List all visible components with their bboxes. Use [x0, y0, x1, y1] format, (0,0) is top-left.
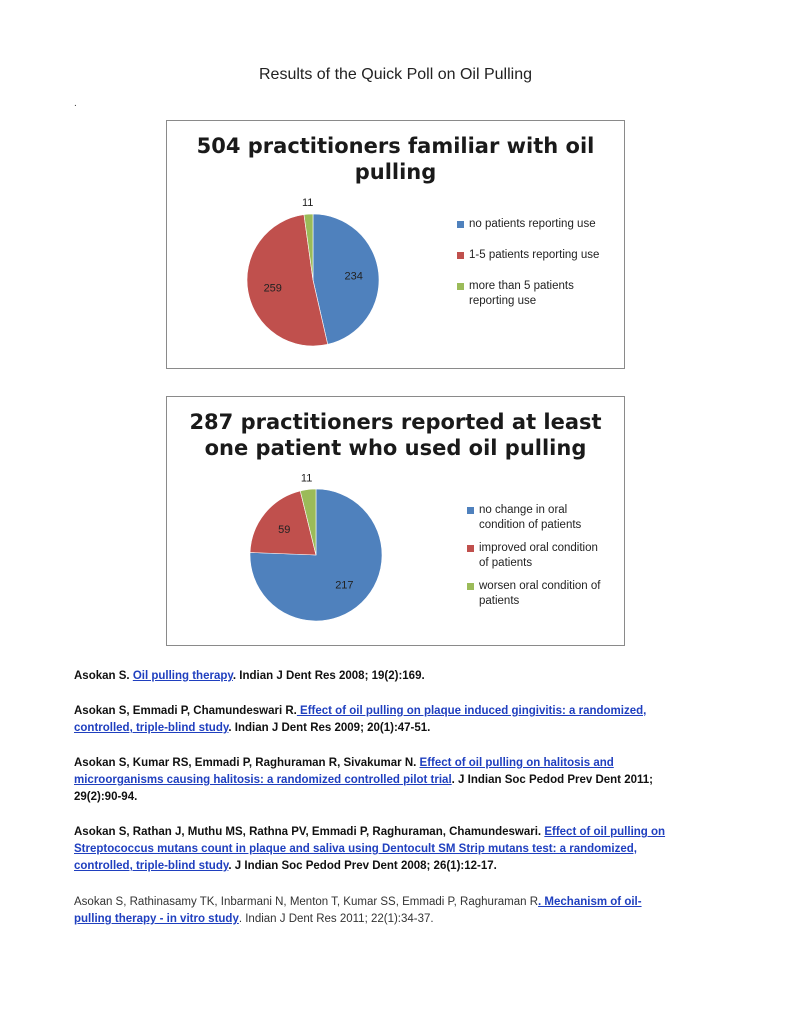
reference-authors: Asokan S, Rathan J, Muthu MS, Rathna PV, Emmadi P, Raghuraman, Chamundeswari.: [74, 826, 545, 838]
legend-label: 1-5 patients reporting use: [469, 249, 600, 261]
legend-item: [457, 279, 599, 309]
reference-link[interactable]: controlled, triple-blind study: [74, 860, 229, 872]
legend-item: [467, 579, 600, 609]
reference-source: 29(2):90-94.: [74, 791, 138, 803]
reference-line: [74, 755, 714, 772]
pie-data-label: 11: [300, 472, 313, 485]
reference-line: [74, 824, 714, 841]
stray-dot: .: [74, 98, 77, 109]
reference-link[interactable]: Effect of oil pulling on plaque induced gingivitis: a randomized,: [296, 705, 647, 717]
reference-4: [74, 824, 714, 875]
legend-swatch-green: [457, 283, 464, 290]
reference-authors: Asokan S, Rathinasamy TK, Inbarmani N, Menton T, Kumar SS, Emmadi P, Raghuraman R: [74, 896, 539, 908]
reference-line: [74, 841, 714, 858]
legend-label: reporting use: [469, 295, 537, 307]
reference-link[interactable]: microorganisms causing halitosis: a randomized controlled pilot trial: [74, 774, 452, 786]
legend-label: more than 5 patients: [469, 280, 574, 292]
reference-5: [74, 894, 714, 928]
reference-link[interactable]: Oil pulling therapy: [132, 670, 233, 682]
reference-link[interactable]: pulling therapy - in vitro study: [74, 913, 239, 925]
reference-link[interactable]: Streptococcus mutans count in plaque and saliva using Dentocult SM Strip mutans test: a randomized,: [74, 843, 637, 855]
legend-label: no patients reporting use: [469, 218, 596, 230]
reference-line: [74, 703, 714, 720]
pie-data-label: 217: [335, 579, 354, 592]
chart-title-line: 504 practitioners familiar with oil: [196, 134, 595, 158]
legend-label: of patients: [479, 557, 533, 569]
legend-swatch-blue: [467, 507, 474, 514]
reference-source: . Indian J Dent Res 2008; 19(2):169.: [232, 670, 425, 682]
chart-legend: [457, 217, 599, 309]
reference-authors: Asokan S, Emmadi P, Chamundeswari R.: [74, 705, 297, 717]
legend-swatch-green: [467, 583, 474, 590]
reference-source: . Indian J Dent Res 2011; 22(1):34-37.: [238, 913, 434, 925]
legend-item: [467, 541, 600, 571]
pie-data-label: 59: [278, 524, 291, 537]
legend-swatch-red: [467, 545, 474, 552]
pie-data-label: 259: [263, 282, 282, 295]
legend-swatch-red: [457, 252, 464, 259]
reference-link[interactable]: . Mechanism of oil-: [538, 896, 642, 908]
reference-line: [74, 858, 714, 875]
reference-line: [74, 911, 714, 928]
reference-link[interactable]: Effect of oil pulling on halitosis and: [419, 757, 614, 769]
reference-line: [74, 720, 714, 737]
reference-link[interactable]: Effect of oil pulling on: [544, 826, 666, 838]
reference-source: . Indian J Dent Res 2009; 20(1):47-51.: [228, 722, 431, 734]
reference-source: . J Indian Soc Pedod Prev Dent 2008; 26(1):12-17.: [228, 860, 497, 872]
reference-line: [74, 789, 714, 806]
reference-link[interactable]: controlled, triple-blind study: [74, 722, 229, 734]
chart-legend: [467, 503, 600, 609]
chart-title-line: pulling: [354, 160, 437, 184]
pie-chart-familiar: [166, 120, 625, 369]
reference-authors: Asokan S, Kumar RS, Emmadi P, Raghuraman R, Sivakumar N.: [74, 757, 420, 769]
reference-1: [74, 668, 714, 685]
legend-label: condition of patients: [479, 519, 582, 531]
legend-item: [457, 248, 599, 263]
pie-data-label: 11: [301, 197, 314, 210]
legend-label: patients: [479, 595, 520, 607]
legend-label: improved oral condition: [479, 542, 598, 554]
legend-label: no change in oral: [479, 504, 568, 516]
pie-chart-outcomes: [166, 396, 625, 646]
legend-label: worsen oral condition of: [479, 580, 601, 592]
legend-swatch-blue: [457, 221, 464, 228]
reference-source: . J Indian Soc Pedod Prev Dent 2011;: [451, 774, 653, 786]
legend-item: [457, 217, 599, 232]
legend-item: [467, 503, 600, 533]
reference-line: [74, 772, 714, 789]
reference-line: [74, 668, 714, 685]
reference-3: [74, 755, 714, 806]
pie-data-label: 234: [344, 270, 363, 283]
page-title: Results of the Quick Poll on Oil Pulling: [258, 66, 532, 83]
reference-line: [74, 894, 714, 911]
chart-title-line: one patient who used oil pulling: [204, 436, 587, 460]
reference-2: [74, 703, 714, 737]
chart-title-line: 287 practitioners reported at least: [189, 410, 602, 434]
reference-authors: Asokan S.: [74, 670, 133, 682]
